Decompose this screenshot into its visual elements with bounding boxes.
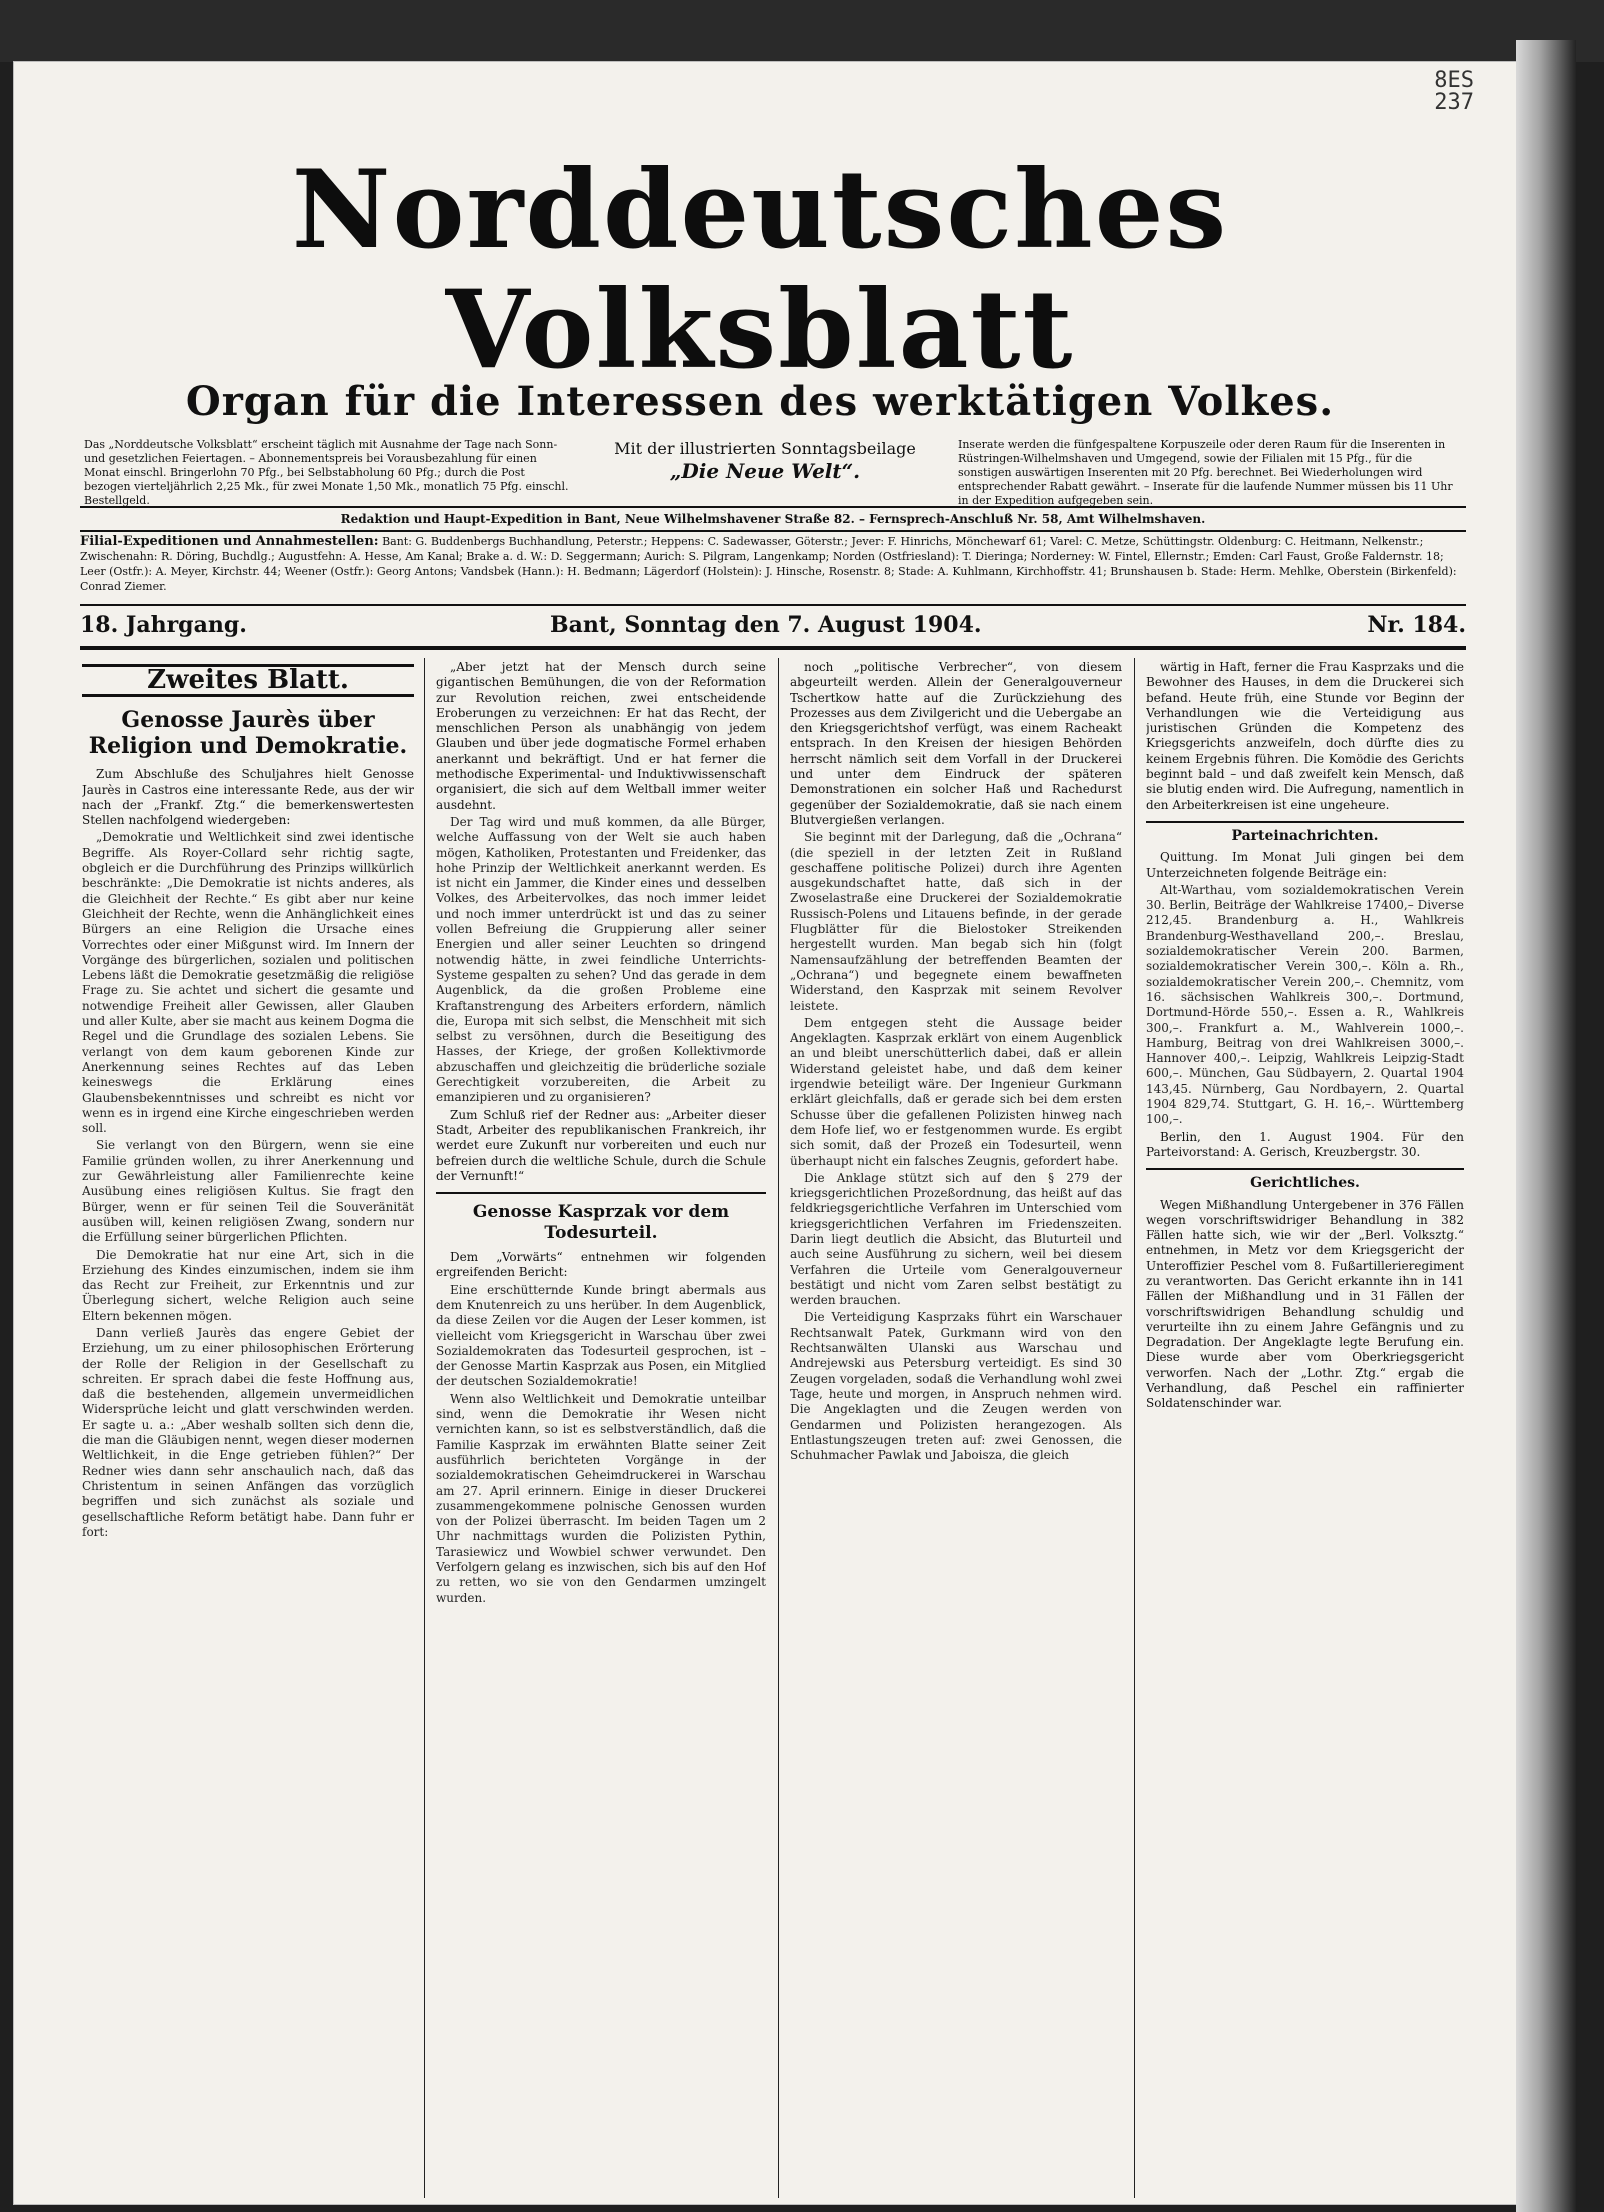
archive-number-line1: 8ES [1434,68,1474,93]
article-paragraph: Sie verlangt von den Bürgern, wenn sie eine Familie gründen wollen, zu ihrer Anerkennung und zur Gewährleistung aller Familienrechte keine Ausübung eines religiösen Kultus. Sie fragt den Bürger, wenn er für seinen Teil die Souveränität ausüben will, keinen religiösen Zwang, sondern nur die Erfüllung seiner bürgerlichen Pflichten. [82,1138,414,1245]
article-headline-jaures: Genosse Jaurès über Religion und Demokratie. [88,707,408,760]
subscription-info: Das „Norddeutsche Volksblatt“ erscheint täglich mit Ausnahme der Tage nach Sonn- und gesetzlichen Feiertagen. – Abonnementspreis bei Vorausbezahlung für einen Monat einschl. Bringerlohn 70 Pfg., bei Selbstabholung 60 Pfg.; durch die Post bezogen vierteljährlich 2,25 Mk., für zwei Monate 1,50 Mk., monatlich 75 Pfg. einschl. Bestellgeld. [84,438,569,507]
issue-number: Nr. 184. [1367,612,1466,638]
article-paragraph: noch „politische Verbrecher“, von diesem abgeurteilt werden. Allein der Generalgouverneur Tschertkow hatte auf die Zurückziehung des Prozesses aus dem Zivilgericht und die Uebergabe an den Kriegsgerichtshof verfügt, was einem Racheakt entsprach. In den Kreisen der hiesigen Behörden herrscht nämlich seit dem Vorfall in der Druckerei und unter dem Eindruck der späteren Demonstrationen ein solcher Haß und Rachedurst gegenüber der Sozialdemokratie, daß sie nach einem Blutvergießen verlangen. [790,660,1122,827]
article-paragraph: Dem „Vorwärts“ entnehmen wir folgenden ergreifenden Bericht: [436,1250,766,1280]
article-paragraph: Wenn also Weltlichkeit und Demokratie unteilbar sind, wenn die Demokratie ihr Wesen nicht vernichten kann, so ist es selbstverständlich, daß die Familie Kasprzak im erwähnten Blatte seiner Zeit ausführlich berichteten Vorgänge in der sozialdemokratischen Geheimdruckerei in Warschau am 27. April erinnern. Einige in dieser Druckerei zusammengekommene polnische Genossen wurden von der Polizei überrascht. Im beiden Tagen um 2 Uhr nachmittags wurden die Polizisten Pythin, Tarasiewicz und Wowbiel schwer verwundet. Den Verfolgern gelang es inzwischen, sich bis auf den Hof zu retten, wo sie von den Gendarmen umzingelt wurden. [436,1391,766,1605]
article-paragraph: Eine erschütternde Kunde bringt abermals aus dem Knutenreich zu uns herüber. In dem Augenblick, da diese Zeilen vor die Augen der Leser kommen, ist vielleicht vom Kriegsgericht in Warschau über zwei Sozialdemokraten das Todesurteil gesprochen, ist – der Genosse Martin Kasprzak aus Posen, ein Mitglied der deutschen Sozialdemokratie! [436,1282,766,1389]
article-paragraph: Der Tag wird und muß kommen, da alle Bürger, welche Auffassung von der Welt sie auch haben mögen, Katholiken, Protestanten und Freidenker, das hohe Prinzip der Weltlichkeit anerkannt werden. Es ist nicht ein Jammer, die Kinder eines und desselben Volkes, des Arbeitervolkes, das noch immer leidet und noch immer unterdrückt ist und das zu seiner vollen Befreiung die Gruppierung aller seiner Energien und aller seiner Leuchten so dringend notwendig hätte, in zwei feindliche Unterrichts-Systeme gespalten zu sehen? Und das gerade in dem Augenblick, da die großen Probleme eine Kraftanstrengung des Arbeiters erfordern, nämlich die, Europa mit sich selbst, die Menschheit mit sich selbst zu versöhnen, durch die Beseitigung des Hasses, der Kriege, der großen Kollektivmorde abzuschaffen und gleichzeitig die brüderliche soziale Gerechtigkeit vorzubereiten, die Arbeit zu emanzipieren und zu organisieren? [436,814,766,1105]
column-rule-2 [778,658,779,2198]
issue-date: Bant, Sonntag den 7. August 1904. [550,612,982,638]
article-paragraph: Die Verteidigung Kasprzaks führt ein Warschauer Rechtsanwalt Patek, Gurkmann wird von den Rechtsanwälten Ulanski aus Warschau und Andrejewski aus Petersburg verteidigt. Es sind 30 Zeugen vorgeladen, sodaß die Verhandlung wohl zwei Tage, heute und morgen, in Anspruch nehmen wird. Die Angeklagten und die Zeugen werden von Gendarmen und Polizisten herangezogen. Als Entlastungszeugen treten auf: zwei Genossen, die Schuhmacher Pawlak und Jaboisza, die gleich [790,1310,1122,1463]
article-paragraph: Zum Abschluße des Schuljahres hielt Genosse Jaurès in Castros eine interessante Rede, aus der wir nach der „Frankf. Ztg.“ die bemerkenswertesten Stellen nachfolgend wiedergeben: [82,767,414,828]
column-1 [82,660,414,2200]
column-rule-1 [424,658,425,2198]
article-headline-kasprzak: Genosse Kasprzak vor dem Todesurteil. [436,1192,766,1244]
archive-number [1434,70,1474,114]
article-paragraph: „Aber jetzt hat der Mensch durch seine gigantischen Bemühungen, die von der Reformation zur Revolution reichen, zwei entscheidende Eroberungen zu verzeichnen: Er hat das Recht, der menschlichen Person als unabhängig von jedem Glauben und über jede dogmatische Formel erhaben anerkannt und bekräftigt. Und er hat ferner die methodische Experimental- und Induktivwissenschaft organisiert, die sich auf dem Weltball immer weiter ausdehnt. [436,660,766,812]
supplement-title: „Die Neue Welt“. [669,459,861,483]
article-paragraph: Die Anklage stützt sich auf den § 279 der kriegsgerichtlichen Prozeßordnung, das heißt auf das feldkriegsgerichtliche Verfahren im Unterschied vom kriegsgerichtlichen Verfahren im Friedenszeiten. Darin liegt deutlich die Absicht, das Bluturteil und auch seine Ausführung zu sichern, weil bei diesem Verfahren die Urteile vom Generalgouverneur bestätigt und nicht vom Zaren selbst bestätigt zu werden brauchen. [790,1170,1122,1308]
column-3 [790,660,1122,2200]
editorial-address: Redaktion und Haupt-Expedition in Bant, Neue Wilhelmshavener Straße 82. – Fernsprech-Anschluß Nr. 58, Amt Wilhelmshaven. [340,512,1206,526]
supplement-info [600,438,930,482]
section-parteinachrichten: Parteinachrichten. [1146,821,1464,844]
article-paragraph: wärtig in Haft, ferner die Frau Kasprzaks und die Bewohner des Hauses, in dem die Druckerei sich befand. Heute früh, eine Stunde vor Beginn der Verhandlungen wie die Verteidigung aus juristischen Gründen die Kompetenz des Kriegsgerichts anzweifeln, doch dürfte dies zu keinem Ergebnis führen. Die Komödie des Gerichts beginnt bald – und daß zweifelt kein Mensch, daß sie blutig enden wird. Die Aufregung, namentlich in den Arbeiterkreisen ist eine ungeheure. [1146,660,1464,812]
newspaper-title: Norddeutsches Volksblatt [291,147,1229,393]
article-paragraph: Dann verließ Jaurès das engere Gebiet der Erziehung, um zu einer philosophischen Erörterung der Rolle der Religion in der Gesellschaft zu schreiten. Er sprach dabei die feste Hoffnung aus, daß die bestehenden, allgemein unvermeidlichen Widersprüche leicht und glatt verschwinden werden. Er sagte u. a.: „Aber weshalb sollten sich denn die, die man die Gläubigen nennt, wegen dieser modernen Weltlichkeit, in die Enge getrieben fühlen?“ Der Redner wies dann sehr anschaulich nach, daß das Christentum in seinen Anfängen das vorzüglich begriffen und sich zunächst als soziale und gesellschaftliche Reform betätigt habe. Dann fuhr er fort: [82,1325,414,1539]
rule-top [80,506,1466,508]
volume-year: 18. Jahrgang. [80,612,247,638]
article-paragraph: Sie beginnt mit der Darlegung, daß die „Ochrana“ (die speziell in der letzten Zeit in Rußland geschaffene politische Polizei) durch ihre Agenten ausgekundschaftet hatte, daß sich in der Zwoselastraße eine Druckerei der Sozialdemokratie Russisch-Polens und Litauens befinde, in der gerade Flugblätter für die Bielostoker Streikenden hergestellt wurden. Man begab sich hin (folgt Namensaufzählung der betreffenden Beamten der „Ochrana“) und begegnete einem bewaffneten Widerstand, den Kasprzak mit seinem Revolver leistete. [790,830,1122,1013]
advertising-info: Inserate werden die fünfgespaltene Korpuszeile oder deren Raum für die Inserenten in Rüstringen-Wilhelmshaven und Umgegend, sowie der Filialen mit 15 Pfg., für die sonstigen auswärtigen Inserenten mit 20 Pfg. berechnet. Bei Wiederholungen wird entsprechender Rabatt gewährt. – Inserate für die laufende Nummer müssen bis 11 Uhr in der Expedition aufgegeben sein. [958,438,1453,507]
archive-number-line2: 237 [1434,90,1474,115]
article-paragraph: Zum Schluß rief der Redner aus: „Arbeiter dieser Stadt, Arbeiter des republikanischen Frankreich, ihr werdet eure Zukunft nur vorbereiten und euch nur befreien durch die weltliche Schule, durch die Schule der Vernunft!“ [436,1107,766,1183]
scan-top-shadow [0,0,1604,62]
column-rule-3 [1134,658,1135,2198]
branch-list [80,534,1466,594]
section-title: Zweites Blatt. [82,664,414,697]
column-2 [436,660,766,2200]
article-paragraph: Wegen Mißhandlung Untergebener in 376 Fällen wegen vorschriftswidriger Behandlung in 382 Fällen hatte sich, wie wir der „Berl. Volksztg.“ entnehmen, in Metz vor dem Kriegsgericht der Unteroffizier Peschel vom 8. Fußartillerieregiment zu verantworten. Das Gericht erkannte ihn in 141 Fällen der Mißhandlung und in 31 Fällen der vorschriftswidrigen Behandlung schuldig und verurteilte ihn zu einem Jahre Gefängnis und zu Degradation. Der Angeklagte legte Berufung ein. Diese wurde aber vom Oberkriegsgericht verworfen. Nach der „Lothr. Ztg.“ ergab die Verhandlung, daß Peschel ein raffinierter Soldatenschinder war. [1146,1197,1464,1411]
rule-mid [80,530,1466,532]
column-4 [1146,660,1464,2200]
article-paragraph: Berlin, den 1. August 1904. Für den Parteivorstand: A. Gerisch, Kreuzbergstr. 30. [1146,1129,1464,1159]
article-paragraph: Quittung. Im Monat Juli gingen bei dem Unterzeichneten folgende Beiträge ein: [1146,850,1464,880]
article-paragraph: „Demokratie und Weltlichkeit sind zwei identische Begriffe. Als Royer-Collard sehr richtig sagte, obgleich er die Durchführung des Prinzips willkürlich beschränkte: „Die Demokratie ist nichts anderes, als die Gleichheit der Rechte.“ Es gibt aber nur keine Gleichheit der Rechte, wenn die Anhänglichkeit eines Bürgers an eine Religion die Ursache eines Vorrechtes oder einer Mißgunst wird. Im Innern der Vorgänge des bürgerlichen, sozialen und politischen Lebens läßt die Demokratie gesetzmäßig die religiöse Frage zu. Sie achtet und sichert die gesamte und notwendige Freiheit aller Gewissen, aller Glauben und aller Kulte, aber sie macht aus keinem Dogma die Regel und die Grundlage des sozialen Lebens. Sie verlangt von dem kaum geborenen Kinde zur Anerkennung seines Rechtes auf das Leben keineswegs die Erklärung eines Glaubensbekenntnisses und schreibt es nicht vor wenn es in irgend eine Kirche eingeschrieben werden soll. [82,830,414,1136]
section-gerichtliches: Gerichtliches. [1146,1168,1464,1191]
article-paragraph: Die Demokratie hat nur eine Art, sich in die Erziehung des Kindes einzumischen, indem sie ihm das Recht zur Freiheit, zur Erkenntnis und zur Überlegung sichert, welche Religion auch seine Eltern bekennen mögen. [82,1247,414,1323]
rule-date-bottom [80,646,1466,650]
newspaper-subtitle: Organ für die Interessen des werktätigen Volkes. [185,378,1335,425]
branch-list-lead: Filial-Expeditionen und Annahmestellen: [80,534,379,549]
article-paragraph: Dem entgegen steht die Aussage beider Angeklagten. Kasprzak erklärt von einem Augenblick an und bleibt unerschütterlich dabei, daß er allein Widerstand geleistet habe, und daß dem keiner irgendwie beteiligt wäre. Der Ingenieur Gurkmann erklärt gleichfalls, daß er gerade sich bei dem ersten Schusse über die gefallenen Polizisten hinweg nach dem Hofe lief, wo er festgenommen wurde. Es ergibt sich somit, daß der Prozeß ein Todesurteil, wenn überhaupt nicht ein falsches Zeugnis, gefordert habe. [790,1015,1122,1168]
branch-list-text: Bant: G. Buddenbergs Buchhandlung, Peterstr.; Heppens: C. Sadewasser, Göterstr.; Jever: F. Hinrichs, Mönchewarf 61; Varel: C. Metze, Schüttingstr. Oldenburg: C. Heitmann, Nelkenstr.; Zwischenahn: R. Döring, Buchdlg.; Augustfehn: A. Hesse, Am Kanal; Brake a. d. W.: D. Seggermann; Aurich: S. Pilgram, Langenkamp; Norden (Ostfriesland): T. Dieringa; Norderney: W. Fintel, Ellernstr.; Emden: Carl Faust, Große Faldernstr. 18; Leer (Ostfr.): A. Meyer, Kirchstr. 44; Weener (Ostfr.): Georg Antons; Vandsbek (Hann.): H. Bedmann; Lägerdorf (Holstein): J. Hinsche, Rosenstr. 8; Stade: A. Kuhlmann, Kirchhoffstr. 41; Brunshausen b. Stade: Herm. Mehlke, Oberstein (Birkenfeld): Conrad Ziemer. [80,535,1457,593]
article-paragraph: Alt-Warthau, vom sozialdemokratischen Verein 30. Berlin, Beiträge der Wahlkreise 17400,– Diverse 212,45. Brandenburg a. H., Wahlkreis Brandenburg-Westhavelland 200,–. Breslau, sozialdemokratischer Verein 200. Barmen, sozialdemokratischer Verein 300,–. Köln a. Rh., sozialdemokratischer Verein 200,–. Chemnitz, vom 16. sächsischen Wahlkreis 300,–. Dortmund, Dortmund-Hörde 550,–. Essen a. R., Wahlkreis 300,–. Frankfurt a. M., Wahlverein 1000,–. Hamburg, Beitrag von drei Wahlkreisen 3000,–. Hannover 400,–. Leipzig, Wahlkreis Leipzig-Stadt 600,–. München, Gau Südbayern, 2. Quartal 1904 143,45. Nürnberg, Gau Nordbayern, 2. Quartal 1904 829,74. Stuttgart, G. H. 16,–. Württemberg 100,–. [1146,882,1464,1127]
dateline [80,612,1466,642]
rule-date-top [80,604,1466,606]
page-edge-shadow [1516,40,1576,2212]
supplement-line: Mit der illustrierten Sonntagsbeilage [614,439,916,458]
